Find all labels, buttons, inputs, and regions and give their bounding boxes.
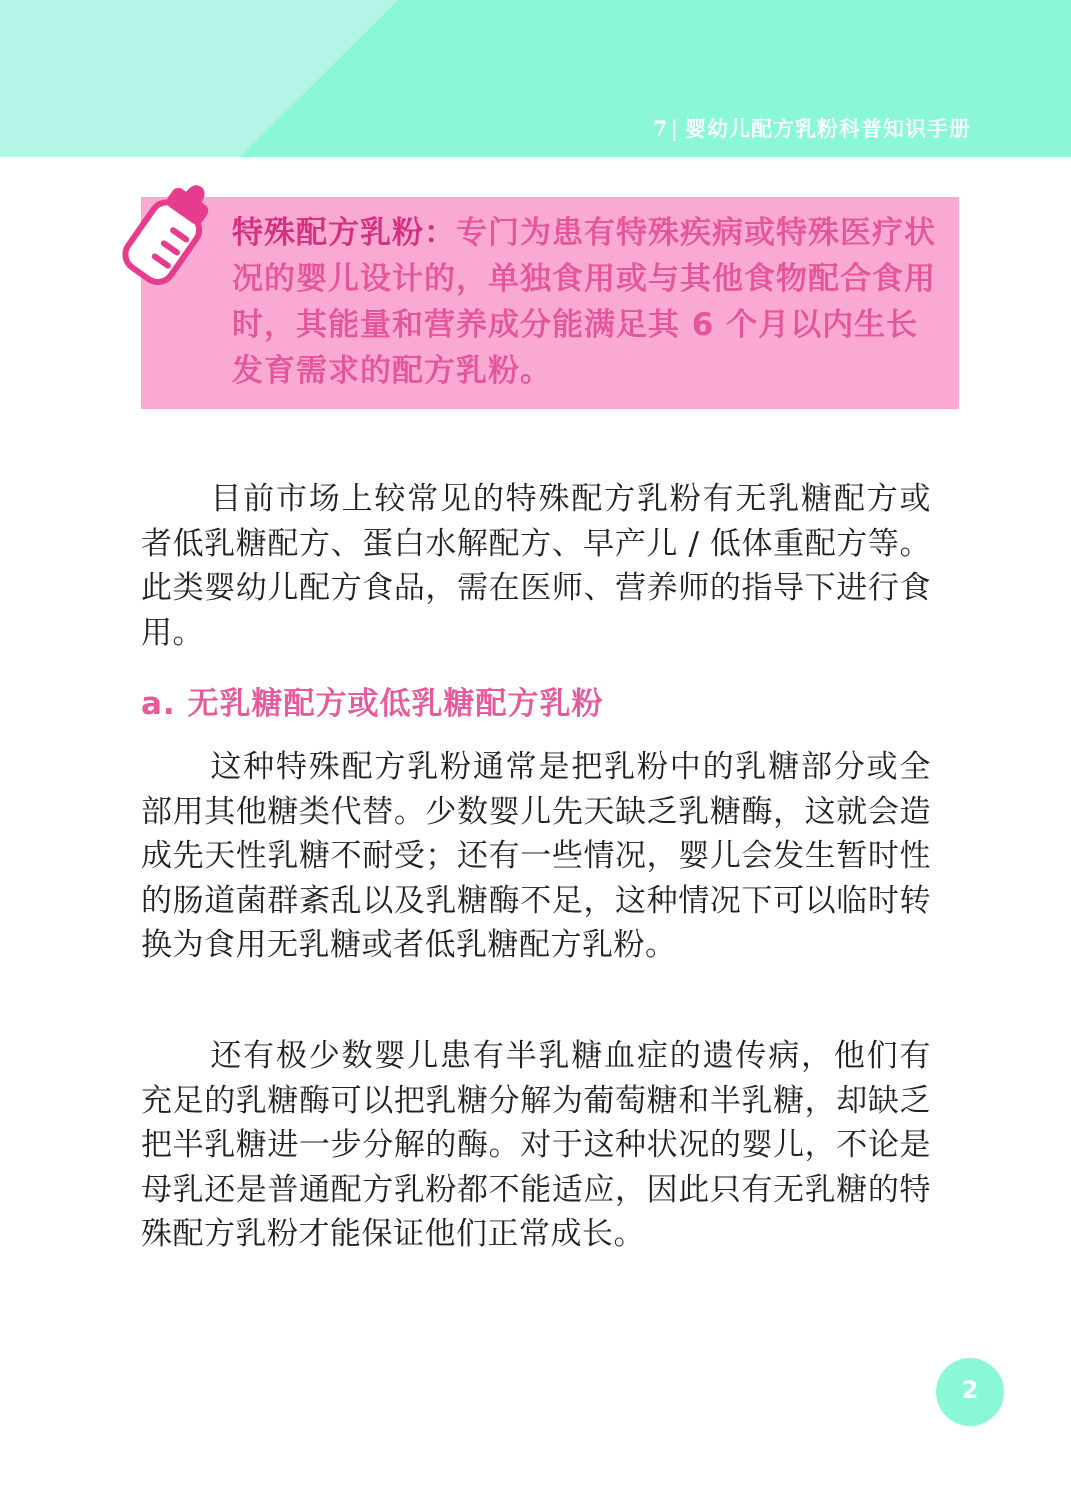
book-title: 婴幼儿配方乳粉科普知识手册 xyxy=(685,116,971,141)
definition-term: 特殊配方乳粉： xyxy=(232,215,456,251)
header-separator: | xyxy=(670,116,679,141)
definition-text xyxy=(232,210,944,394)
definition-body: 专门为患有特殊疾病或特殊医疗状况的婴儿设计的，单独食用或与其他食物配合食用时，其能量和营养成分能满足其 6 个月以内生长发育需求的配方乳粉。 xyxy=(232,215,936,389)
paragraph-intro xyxy=(141,477,931,655)
header-page-no: 7 xyxy=(652,116,669,141)
paragraph-lactose xyxy=(141,745,931,968)
paragraph-lactose-text: 这种特殊配方乳粉通常是把乳粉中的乳糖部分或全部用其他糖类代替。少数婴儿先天缺乏乳糖酶，这就会造成先天性乳糖不耐受；还有一些情况，婴儿会发生暂时性的肠道菌群紊乱以及乳糖酶不足，这种情况下可以临时转换为食用无乳糖或者低乳糖配方乳粉。 xyxy=(141,749,931,963)
paragraph-galactosemia xyxy=(141,1034,931,1257)
section-a-heading: a. 无乳糖配方或低乳糖配方乳粉 xyxy=(141,686,604,722)
paragraph-galactosemia-text: 还有极少数婴儿患有半乳糖血症的遗传病，他们有充足的乳糖酶可以把乳糖分解为葡萄糖和半乳糖，却缺乏把半乳糖进一步分解的酶。对于这种状况的婴儿，不论是母乳还是普通配方乳粉都不能适应，因此只有无乳糖的特殊配方乳粉才能保证他们正常成长。 xyxy=(141,1038,931,1252)
page-header xyxy=(0,0,1071,157)
page-number: 2 xyxy=(936,1358,1004,1426)
paragraph-intro-text: 目前市场上较常见的特殊配方乳粉有无乳糖配方或者低乳糖配方、蛋白水解配方、早产儿 / 低体重配方等。此类婴幼儿配方食品，需在医师、营养师的指导下进行食用。 xyxy=(141,481,931,651)
baby-bottle-icon xyxy=(112,178,224,290)
running-header xyxy=(653,113,971,143)
